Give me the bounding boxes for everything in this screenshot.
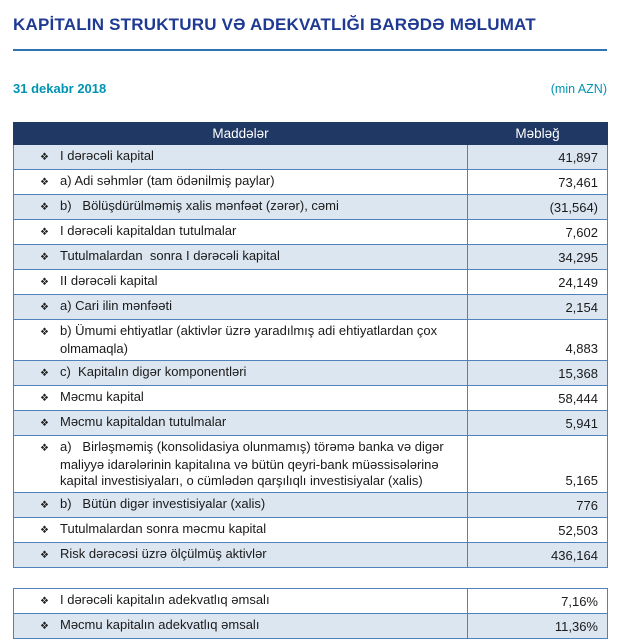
table-row [14,245,608,270]
row-label: Məcmu kapital [60,389,144,404]
row-value: 5,941 [468,411,608,436]
row-label: c) Kapitalın digər komponentləri [60,364,247,379]
table-row [14,220,608,245]
row-label: Risk dərəcəsi üzrə ölçülmüş aktivlər [60,546,267,561]
diamond-bullet-icon: ❖ [40,277,49,288]
diamond-bullet-icon: ❖ [40,327,49,338]
header-maddeler: Maddələr [14,123,468,145]
table-row [14,386,608,411]
row-value: 7,602 [468,220,608,245]
table-row [14,270,608,295]
diamond-bullet-icon: ❖ [40,596,49,607]
row-label: b) Bölüşdürülməmiş xalis mənfəət (zərər), cəmi [60,198,339,213]
row-value: 5,165 [468,436,608,493]
table-row [14,589,608,614]
row-value: 4,883 [468,320,608,361]
page-title: KAPİTALIN STRUKTURU VƏ ADEKVATLIĞI BARƏDƏ MƏLUMAT [13,15,536,34]
row-label: I dərəcəli kapitalın adekvatlıq əmsalı [60,592,270,607]
row-label: II dərəcəli kapital [60,273,158,288]
row-label: Məcmu kapitaldan tutulmalar [60,414,227,429]
row-label: a) Cari ilin mənfəəti [60,298,172,313]
row-value: 52,503 [468,518,608,543]
header-mebleg: Məbləğ [468,123,608,145]
row-value: 11,36% [468,614,608,639]
row-value: 776 [468,493,608,518]
row-label: b) Bütün digər investisiyalar (xalis) [60,496,266,511]
diamond-bullet-icon: ❖ [40,525,49,536]
table-row [14,614,608,639]
adequacy-ratio-table [13,588,608,639]
row-label: Məcmu kapitalın adekvatlıq əmsalı [60,617,260,632]
unit-label: (min AZN) [550,82,607,96]
diamond-bullet-icon: ❖ [40,252,49,263]
diamond-bullet-icon: ❖ [40,368,49,379]
table-row [14,411,608,436]
diamond-bullet-icon: ❖ [40,302,49,313]
row-value: 15,368 [468,361,608,386]
table-row [14,170,608,195]
row-label: a) Birləşməmiş (konsolidasiya olunmamış) törəmə banka və digər maliyyə idarələrinin kapitalına və bütün qeyri-bank müəssisələrinə kapital investisiyaları, o cümlədən qarşılıqlı investisiyalar (xalis) [60,439,448,488]
diamond-bullet-icon: ❖ [40,177,49,188]
diamond-bullet-icon: ❖ [40,393,49,404]
row-value: 41,897 [468,145,608,170]
row-value: 436,164 [468,543,608,568]
table-header-row [14,123,608,145]
table-row [14,145,608,170]
row-label: Tutulmalardan sonra I dərəcəli kapital [60,248,280,263]
row-value: 58,444 [468,386,608,411]
row-value: 7,16% [468,589,608,614]
table-row [14,295,608,320]
row-label: I dərəcəli kapital [60,148,154,163]
capital-structure-table [13,122,608,568]
meta-row [13,81,607,96]
diamond-bullet-icon: ❖ [40,418,49,429]
row-label: Tutulmalardan sonra məcmu kapital [60,521,267,536]
diamond-bullet-icon: ❖ [40,500,49,511]
row-label: b) Ümumi ehtiyatlar (aktivlər üzrə yaradılmış adi ehtiyatlardan çox olmamaqla) [60,323,441,356]
table-row [14,543,608,568]
diamond-bullet-icon: ❖ [40,227,49,238]
row-label: a) Adi səhmlər (tam ödənilmiş paylar) [60,173,275,188]
table-row [14,320,608,361]
diamond-bullet-icon: ❖ [40,443,49,454]
table-row [14,361,608,386]
row-value: 24,149 [468,270,608,295]
diamond-bullet-icon: ❖ [40,550,49,561]
table-row [14,195,608,220]
row-value: 2,154 [468,295,608,320]
table-row [14,436,608,493]
row-value: 73,461 [468,170,608,195]
table-row [14,518,608,543]
row-label: I dərəcəli kapitaldan tutulmalar [60,223,237,238]
table-row [14,493,608,518]
row-value: (31,564) [468,195,608,220]
diamond-bullet-icon: ❖ [40,621,49,632]
diamond-bullet-icon: ❖ [40,152,49,163]
report-date: 31 dekabr 2018 [13,81,107,96]
diamond-bullet-icon: ❖ [40,202,49,213]
title-rule [13,49,607,51]
row-value: 34,295 [468,245,608,270]
